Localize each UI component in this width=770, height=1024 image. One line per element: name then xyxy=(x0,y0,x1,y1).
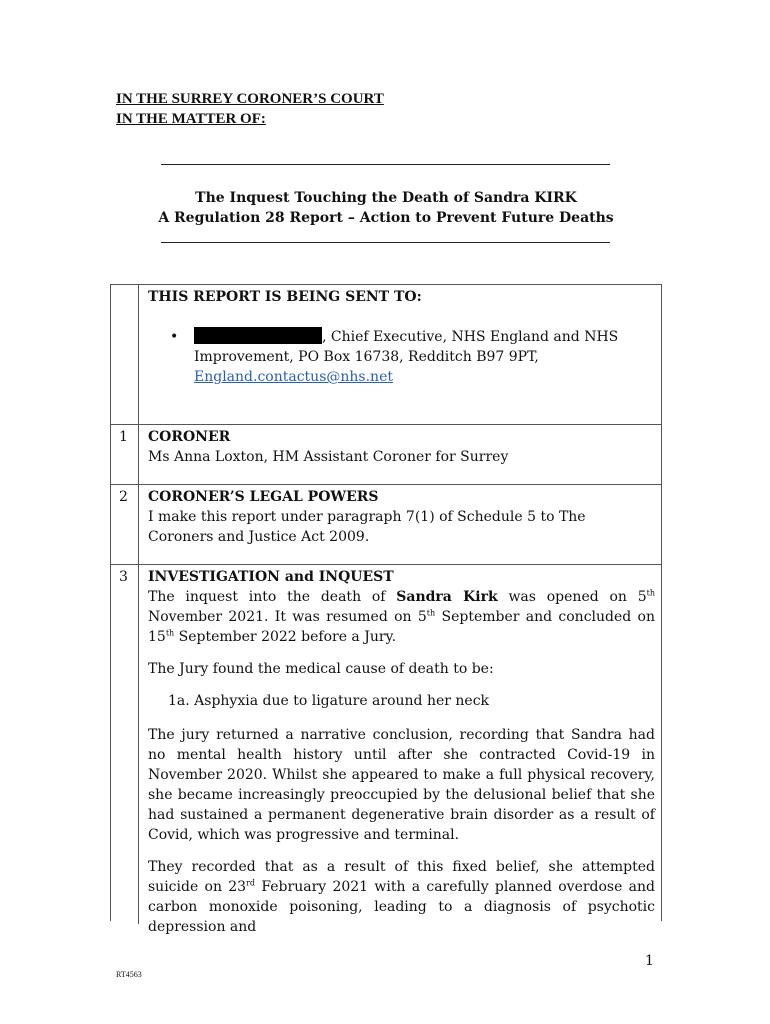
investigation-row xyxy=(111,564,661,935)
bullet-icon: • xyxy=(170,329,179,345)
title-line-1: The Inquest Touching the Death of Sandra KIRK xyxy=(195,190,577,206)
number-column xyxy=(111,425,139,484)
page-number: 1 xyxy=(645,953,654,969)
section-number: 2 xyxy=(119,489,128,505)
suicide-attempt-paragraph: They recorded that as a result of this fixed belief, she attempted suicide on 23rd February 2021 with a carefully planned overdose and carbon monoxide poisoning, leading to a diagnosis of psychotic depression and xyxy=(148,859,656,935)
powers-heading: CORONER’S LEGAL POWERS xyxy=(148,489,379,505)
document-reference: RT4563 xyxy=(116,970,142,979)
coroner-row xyxy=(111,424,661,484)
recipient-line-1: , Chief Executive, NHS England and NHS xyxy=(194,327,655,347)
recipient-item xyxy=(148,327,655,387)
report-title xyxy=(116,188,656,228)
recipients-row xyxy=(111,284,661,424)
court-heading xyxy=(116,89,384,129)
recipient-email-link[interactable]: England.contactus@nhs.net xyxy=(194,369,393,385)
recipient-address: Improvement, PO Box 16738, Redditch B97 9PT, xyxy=(194,349,539,365)
section-number: 1 xyxy=(119,429,128,445)
powers-text: I make this report under paragraph 7(1) of Schedule 5 to The Coroners and Justice Act 2009. xyxy=(148,509,586,545)
medical-cause-intro: The Jury found the medical cause of death to be: xyxy=(148,661,494,677)
coroner-text: Ms Anna Loxton, HM Assistant Coroner for Surrey xyxy=(148,449,509,465)
number-column xyxy=(111,485,139,564)
deceased-name: Sandra Kirk xyxy=(396,589,498,605)
bottom-rule xyxy=(161,242,610,243)
top-rule xyxy=(161,164,610,165)
coroner-heading: CORONER xyxy=(148,429,231,445)
report-table xyxy=(110,284,662,935)
court-name: IN THE SURREY CORONER’S COURT xyxy=(116,91,384,107)
matter-line: IN THE MATTER OF: xyxy=(116,111,266,127)
investigation-cell xyxy=(148,567,655,949)
section-number: 3 xyxy=(119,569,128,585)
medical-cause: 1a. Asphyxia due to ligature around her neck xyxy=(168,693,490,709)
powers-row xyxy=(111,484,661,564)
inquest-paragraph: The inquest into the death of Sandra Kirk was opened on 5th November 2021. It was resumed on 5th September and concluded on 15th September 2022 before a Jury. xyxy=(148,588,655,645)
number-column xyxy=(111,565,139,924)
coroner-cell xyxy=(148,427,655,467)
investigation-heading: INVESTIGATION and INQUEST xyxy=(148,569,394,585)
number-column xyxy=(111,285,139,424)
powers-cell xyxy=(148,487,655,547)
redaction-block xyxy=(194,327,322,344)
title-line-2: A Regulation 28 Report – Action to Prevent Future Deaths xyxy=(158,210,614,226)
narrative-conclusion: The jury returned a narrative conclusion, recording that Sandra had no mental health history until after she contracted Covid-19 in November 2020. Whilst she appeared to make a full physical recovery, she became increasingly preoccupied by the delusional belief that she had sustained a permanent degenerative brain disorder as a result of Covid, which was progressive and terminal. xyxy=(148,727,655,843)
recipients-cell xyxy=(148,287,655,387)
recipients-heading: THIS REPORT IS BEING SENT TO: xyxy=(148,289,422,305)
